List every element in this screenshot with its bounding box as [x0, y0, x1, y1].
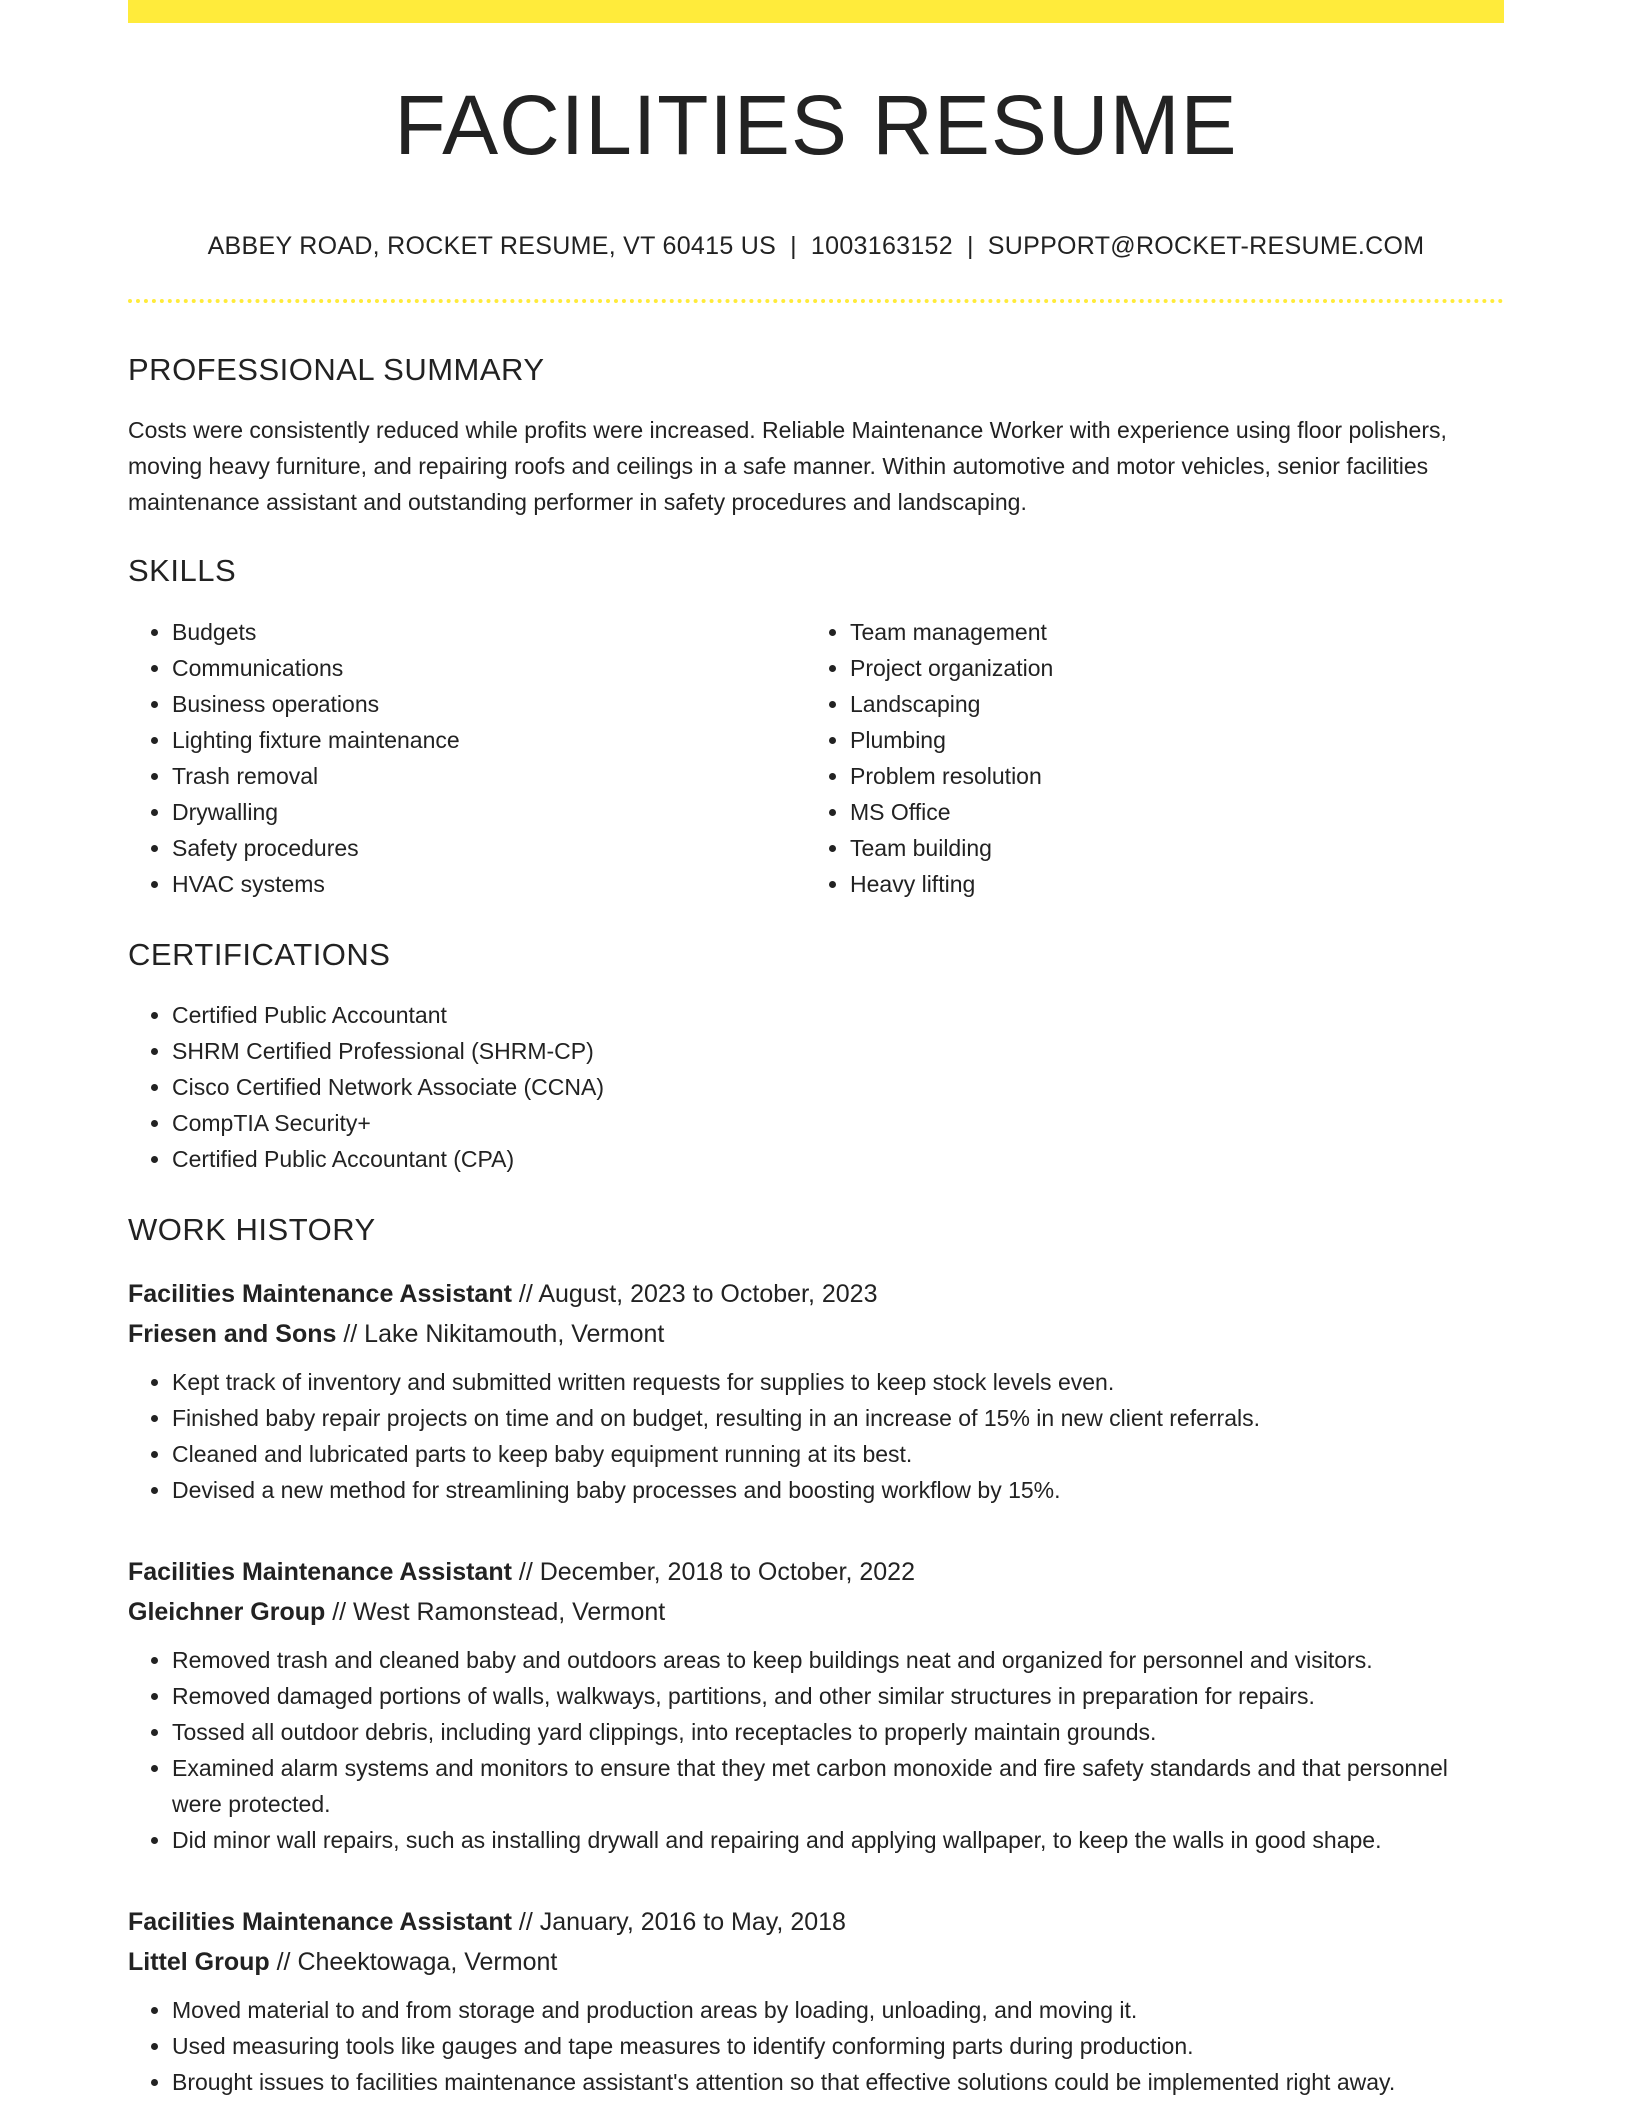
- job-bullet: • Removed damaged portions of walls, walkways, partitions, and other similar structures in preparation for repairs.: [172, 1678, 1504, 1714]
- job-title: Facilities Maintenance Assistant: [128, 1907, 512, 1936]
- skill-item: • Drywalling: [172, 794, 806, 830]
- certifications-heading: CERTIFICATIONS: [128, 936, 391, 972]
- skills-list-left: [128, 614, 806, 902]
- certification-item: • Certified Public Accountant: [172, 997, 1504, 1033]
- skill-item: • Budgets: [172, 614, 806, 650]
- job-bullet: • Finished baby repair projects on time and on budget, resulting in an increase of 15% in new client referrals.: [172, 1400, 1504, 1436]
- dotted-divider: [128, 299, 1504, 303]
- work-history-heading: WORK HISTORY: [128, 1211, 376, 1247]
- summary-text: Costs were consistently reduced while profits were increased. Reliable Maintenance Worker with experience using floor polishers, moving heavy furniture, and repairing roofs and ceilings in a safe manner. Within automotive and motor vehicles, senior facilities maintenance assistant and outstanding performer in safety procedures and landscaping.: [128, 417, 1447, 516]
- job-entry: [128, 1902, 1504, 2100]
- skill-item: • Heavy lifting: [850, 866, 1484, 902]
- certification-item: • Cisco Certified Network Associate (CCNA): [172, 1069, 1504, 1105]
- skill-item: • HVAC systems: [172, 866, 806, 902]
- skills-grid: [128, 614, 1504, 902]
- skill-item: • Team building: [850, 830, 1484, 866]
- resume-page: [128, 0, 1504, 2100]
- certification-item: • Certified Public Accountant (CPA): [172, 1141, 1504, 1177]
- skills-heading: SKILLS: [128, 553, 237, 589]
- job-entry: [128, 1274, 1504, 1508]
- skill-item: • Business operations: [172, 686, 806, 722]
- resume-title: FACILITIES RESUME: [394, 78, 1238, 172]
- job-dates: // December, 2018 to October, 2022: [518, 1557, 915, 1586]
- summary-heading: PROFESSIONAL SUMMARY: [128, 352, 545, 388]
- contact-line: [128, 231, 1504, 261]
- job-bullet: • Removed trash and cleaned baby and outdoors areas to keep buildings neat and organized for personnel and visitors.: [172, 1642, 1504, 1678]
- skill-item: • Landscaping: [850, 686, 1484, 722]
- job-company: Littel Group: [128, 1947, 270, 1976]
- job-title-line: [128, 1902, 1504, 1942]
- skills-list-right: [806, 614, 1484, 902]
- job-location: // Cheektowaga, Vermont: [276, 1947, 558, 1976]
- skill-item: • Trash removal: [172, 758, 806, 794]
- skill-item: • MS Office: [850, 794, 1484, 830]
- job-company-line: [128, 1942, 1504, 1982]
- job-dates: // January, 2016 to May, 2018: [518, 1907, 846, 1936]
- skill-item: • Safety procedures: [172, 830, 806, 866]
- job-bullet: • Did minor wall repairs, such as installing drywall and repairing and applying wallpaper, to keep the walls in good shape.: [172, 1822, 1504, 1858]
- job-dates: // August, 2023 to October, 2023: [518, 1279, 878, 1308]
- job-title: Facilities Maintenance Assistant: [128, 1557, 512, 1586]
- job-company-line: [128, 1592, 1504, 1632]
- contact-email: SUPPORT@ROCKET-RESUME.COM: [987, 232, 1425, 261]
- job-title-line: [128, 1274, 1504, 1314]
- skill-item: • Problem resolution: [850, 758, 1484, 794]
- job-bullet: • Examined alarm systems and monitors to ensure that they met carbon monoxide and fire safety standards and that personnel were protected.: [172, 1750, 1504, 1822]
- job-bullets: [128, 1642, 1504, 1858]
- contact-phone: 1003163152: [810, 232, 953, 261]
- job-bullet: • Moved material to and from storage and production areas by loading, unloading, and moving it.: [172, 1992, 1504, 2028]
- skills-column-right: [806, 614, 1484, 902]
- skill-item: • Team management: [850, 614, 1484, 650]
- job-bullet: • Devised a new method for streamlining baby processes and boosting workflow by 15%.: [172, 1472, 1504, 1508]
- job-bullet: • Used measuring tools like gauges and tape measures to identify conforming parts during production.: [172, 2028, 1504, 2064]
- skill-item: • Lighting fixture maintenance: [172, 722, 806, 758]
- accent-bar: [128, 0, 1504, 23]
- job-bullet: • Cleaned and lubricated parts to keep baby equipment running at its best.: [172, 1436, 1504, 1472]
- job-bullet: • Brought issues to facilities maintenance assistant's attention so that effective solutions could be implemented right away.: [172, 2064, 1504, 2100]
- job-entry: [128, 1552, 1504, 1858]
- job-company-line: [128, 1314, 1504, 1354]
- job-bullet: • Tossed all outdoor debris, including yard clippings, into receptacles to properly maintain grounds.: [172, 1714, 1504, 1750]
- certification-item: • CompTIA Security+: [172, 1105, 1504, 1141]
- contact-separator: |: [790, 232, 797, 261]
- job-company: Gleichner Group: [128, 1597, 326, 1626]
- certifications-list: [128, 997, 1504, 1177]
- skill-item: • Project organization: [850, 650, 1484, 686]
- job-location: // West Ramonstead, Vermont: [332, 1597, 666, 1626]
- skills-column-left: [128, 614, 806, 902]
- certification-item: • SHRM Certified Professional (SHRM-CP): [172, 1033, 1504, 1069]
- job-company: Friesen and Sons: [128, 1319, 337, 1348]
- job-bullet: • Kept track of inventory and submitted written requests for supplies to keep stock levels even.: [172, 1364, 1504, 1400]
- contact-separator: |: [966, 232, 974, 261]
- job-title: Facilities Maintenance Assistant: [128, 1279, 512, 1308]
- job-bullets: [128, 1992, 1504, 2100]
- job-title-line: [128, 1552, 1504, 1592]
- job-bullets: [128, 1364, 1504, 1508]
- contact-address: ABBEY ROAD, ROCKET RESUME, VT 60415 US: [207, 232, 777, 261]
- job-location: // Lake Nikitamouth, Vermont: [343, 1319, 665, 1348]
- skill-item: • Communications: [172, 650, 806, 686]
- skill-item: • Plumbing: [850, 722, 1484, 758]
